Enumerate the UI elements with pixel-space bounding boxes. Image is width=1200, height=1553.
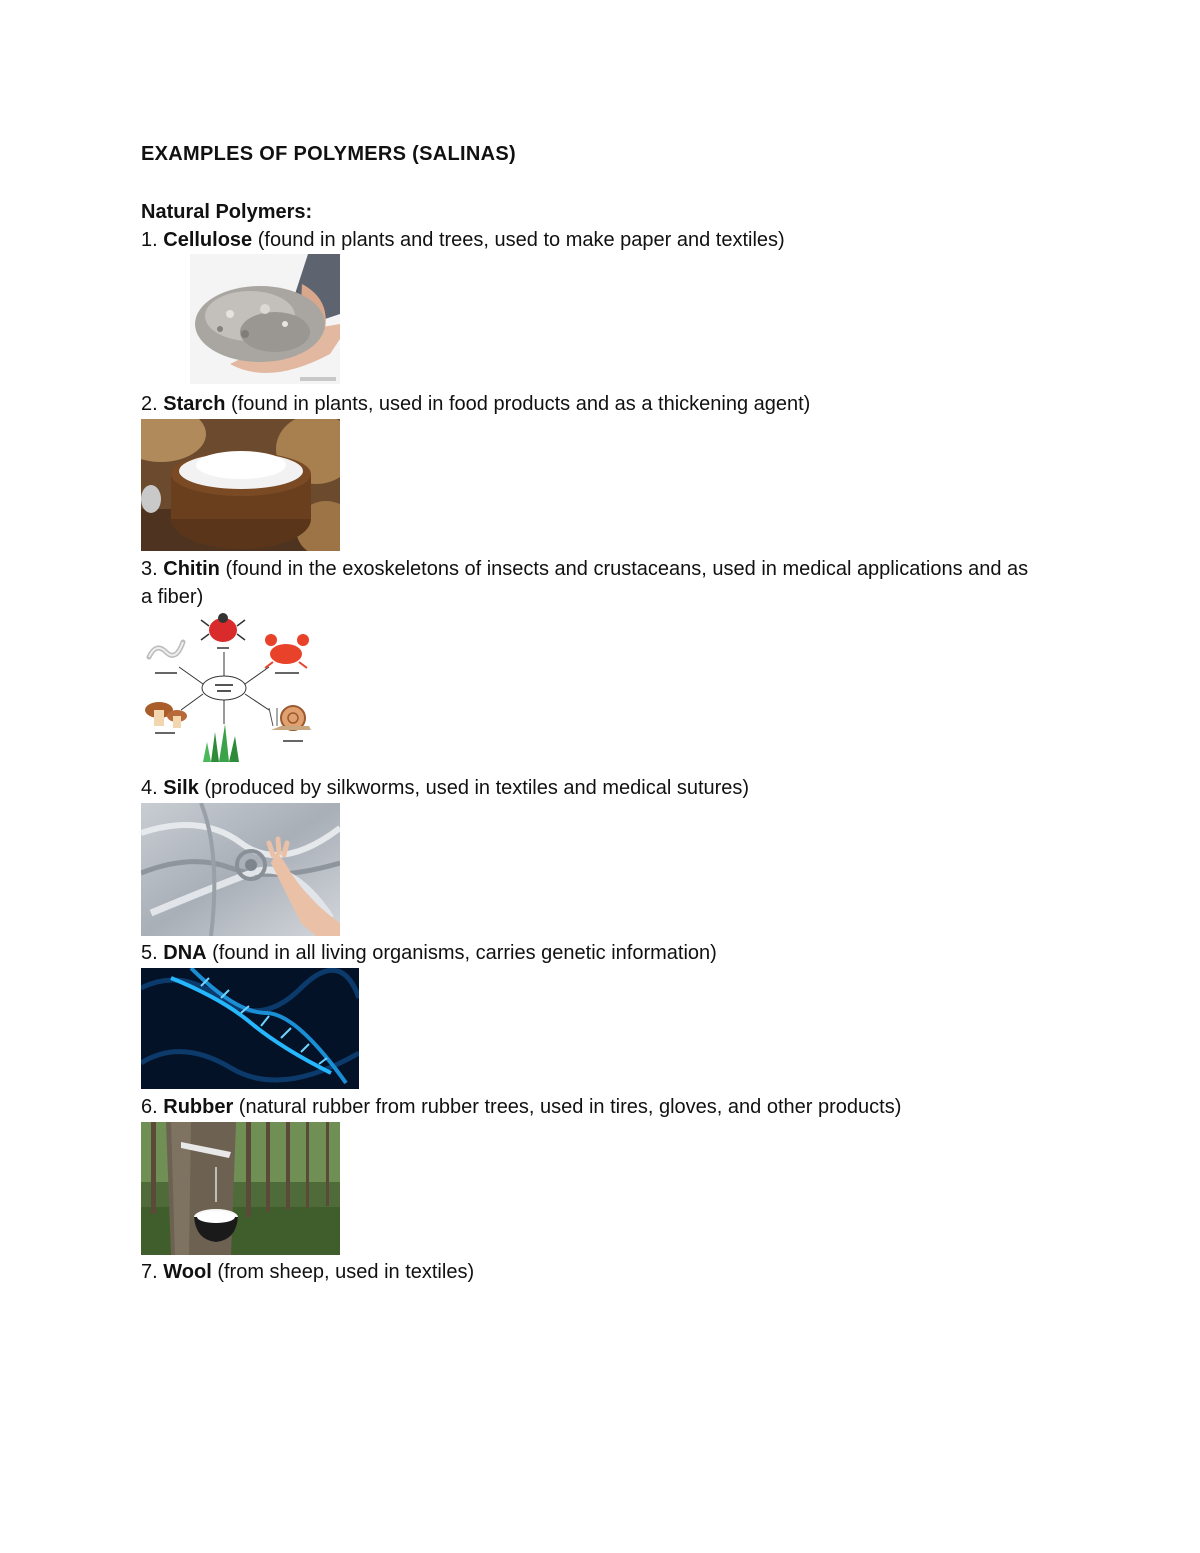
list-item-chitin (141, 555, 1041, 611)
item-description: (found in the exoskeletons of insects and crustaceans, used in medical applications and as a fiber) (141, 558, 1029, 608)
item-number: 7. (141, 1261, 158, 1283)
item-number: 1. (141, 229, 158, 251)
rubber-photo (141, 1122, 340, 1255)
item-term: DNA (163, 942, 207, 964)
item-description: (natural rubber from rubber trees, used in tires, gloves, and other products) (233, 1096, 902, 1118)
item-term: Wool (163, 1261, 212, 1283)
list-item-cellulose (141, 226, 1041, 254)
item-term: Starch (163, 393, 226, 415)
list-item-dna (141, 939, 1041, 967)
item-term: Rubber (163, 1096, 234, 1118)
list-item-wool (141, 1258, 1041, 1286)
list-item-silk (141, 774, 1041, 802)
item-term: Silk (163, 777, 199, 799)
item-term: Cellulose (163, 229, 253, 251)
list-item-starch (141, 390, 1041, 418)
item-number: 3. (141, 558, 158, 580)
section-heading: Natural Polymers: (141, 201, 313, 223)
item-term: Chitin (163, 558, 220, 580)
item-description: (from sheep, used in textiles) (211, 1261, 475, 1283)
item-number: 4. (141, 777, 158, 799)
item-description: (produced by silkworms, used in textiles and medical sutures) (198, 777, 750, 799)
silk-photo (141, 803, 340, 936)
item-number: 2. (141, 393, 158, 415)
item-description: (found in plants, used in food products and as a thickening agent) (225, 393, 811, 415)
item-description: (found in plants and trees, used to make paper and textiles) (252, 229, 785, 251)
dna-photo (141, 968, 359, 1089)
starch-photo (141, 419, 340, 551)
item-number: 6. (141, 1096, 158, 1118)
list-item-rubber (141, 1093, 1041, 1121)
document-title: EXAMPLES OF POLYMERS (SALINAS) (141, 143, 516, 165)
item-number: 5. (141, 942, 158, 964)
chitin-diagram (141, 612, 313, 764)
item-description: (found in all living organisms, carries genetic information) (206, 942, 717, 964)
cellulose-photo (190, 254, 340, 384)
